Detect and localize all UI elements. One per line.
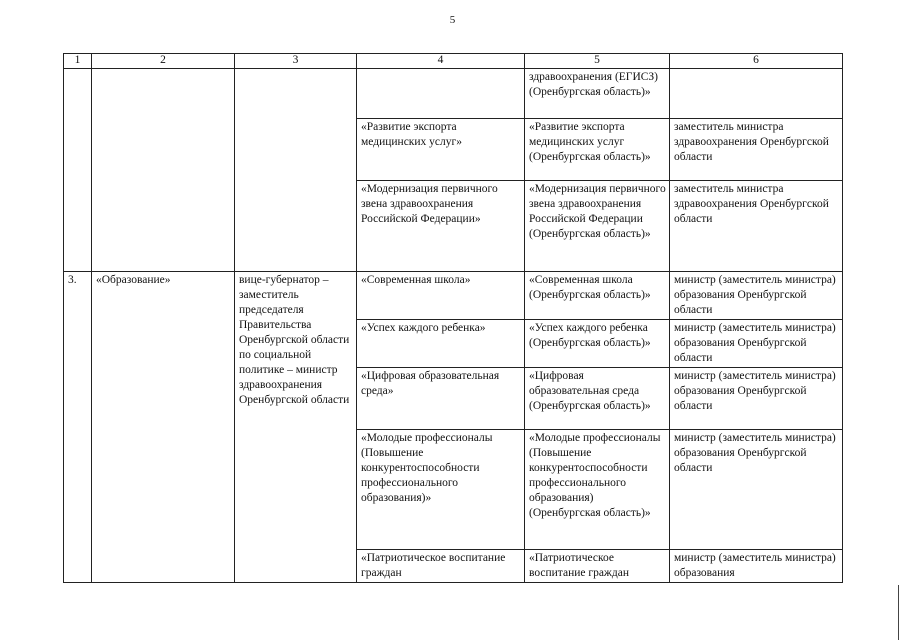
cell-project: «Цифровая образовательная среда (Оренбургская область)» bbox=[525, 368, 670, 430]
cell-project: «Патриотическое воспитание граждан bbox=[525, 550, 670, 583]
cell-project: «Развитие экспорта медицинских услуг (Оренбургская область)» bbox=[525, 119, 670, 181]
cell-responsible-continued bbox=[670, 69, 843, 119]
cell-responsible: министр (заместитель министра) образования Оренбургской области bbox=[670, 430, 843, 550]
table-row bbox=[64, 69, 843, 119]
cell-regional-project: «Цифровая образовательная среда» bbox=[357, 368, 525, 430]
cell-responsible: министр (заместитель министра) образования bbox=[670, 550, 843, 583]
cell-project: «Молодые профессионалы (Повышение конкурентоспособности профессионального образования) (Оренбургская область)» bbox=[525, 430, 670, 550]
cell-regional-project: «Модернизация первичного звена здравоохранения Российской Федерации» bbox=[357, 181, 525, 272]
cell-regional-project: «Патриотическое воспитание граждан bbox=[357, 550, 525, 583]
scan-edge-line bbox=[898, 585, 899, 640]
header-col-5: 5 bbox=[525, 54, 670, 69]
header-col-2: 2 bbox=[92, 54, 235, 69]
cell-name-continued bbox=[92, 69, 235, 272]
cell-curator-continued bbox=[235, 69, 357, 272]
table-row bbox=[64, 272, 843, 320]
cell-section-curator: вице-губернатор – заместитель председателя Правительства Оренбургской области по социальной политике – министр здравоохранения Оренбургской области bbox=[235, 272, 357, 583]
cell-responsible: заместитель министра здравоохранения Оренбургской области bbox=[670, 119, 843, 181]
cell-regional-project: «Развитие экспорта медицинских услуг» bbox=[357, 119, 525, 181]
header-col-3: 3 bbox=[235, 54, 357, 69]
header-col-6: 6 bbox=[670, 54, 843, 69]
cell-project: «Современная школа (Оренбургская область)» bbox=[525, 272, 670, 320]
header-col-1: 1 bbox=[64, 54, 92, 69]
cell-responsible: заместитель министра здравоохранения Оренбургской области bbox=[670, 181, 843, 272]
cell-regional-project-continued bbox=[357, 69, 525, 119]
page-number: 5 bbox=[449, 14, 456, 26]
cell-project-continued: здравоохранения (ЕГИСЗ) (Оренбургская область)» bbox=[525, 69, 670, 119]
cell-responsible: министр (заместитель министра) образования Оренбургской области bbox=[670, 272, 843, 320]
cell-regional-project: «Современная школа» bbox=[357, 272, 525, 320]
cell-num-continued bbox=[64, 69, 92, 272]
header-row bbox=[64, 54, 843, 69]
cell-section-number: 3. bbox=[64, 272, 92, 583]
cell-project: «Модернизация первичного звена здравоохранения Российской Федерации (Оренбургская область)» bbox=[525, 181, 670, 272]
cell-regional-project: «Успех каждого ребенка» bbox=[357, 320, 525, 368]
projects-table bbox=[63, 53, 843, 583]
header-col-4: 4 bbox=[357, 54, 525, 69]
cell-section-name: «Образование» bbox=[92, 272, 235, 583]
cell-project: «Успех каждого ребенка (Оренбургская область)» bbox=[525, 320, 670, 368]
cell-responsible: министр (заместитель министра) образования Оренбургской области bbox=[670, 368, 843, 430]
cell-responsible: министр (заместитель министра) образования Оренбургской области bbox=[670, 320, 843, 368]
cell-regional-project: «Молодые профессионалы (Повышение конкурентоспособности профессионального образования)» bbox=[357, 430, 525, 550]
